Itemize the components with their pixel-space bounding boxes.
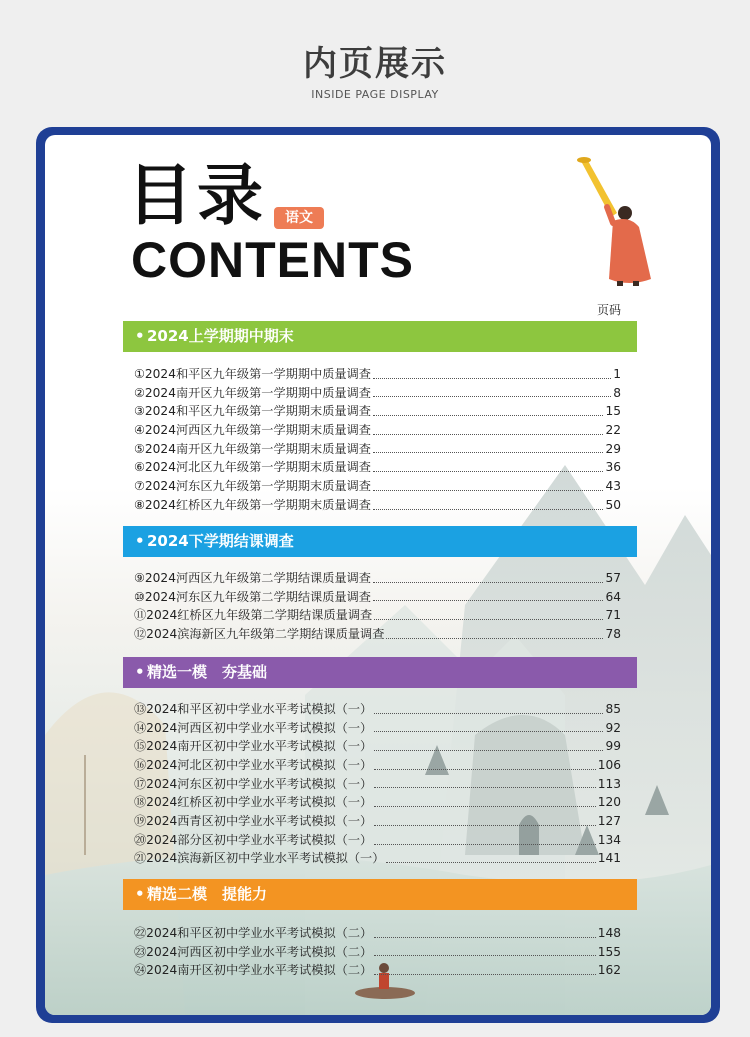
page-subtitle: INSIDE PAGE DISPLAY: [311, 88, 439, 101]
section-bar-1: • 2024上学期期中期末: [123, 321, 637, 352]
toc-entry[interactable]: ⑨2024河西区九年级第二学期结课质量调查 57: [134, 570, 621, 585]
horn-player-illustration: [573, 157, 663, 287]
page-title: 内页展示: [303, 44, 447, 84]
section-entries-3: [134, 700, 621, 868]
toc-entry[interactable]: ④2024河西区九年级第一学期期末质量调查 22: [134, 423, 621, 438]
section-bar-2: • 2024下学期结课调查: [123, 526, 637, 557]
section-entries-2: [134, 569, 621, 644]
toc-entry[interactable]: ⑦2024河东区九年级第一学期期末质量调查 43: [134, 479, 621, 494]
toc-entry[interactable]: ⑯2024河北区初中学业水平考试模拟（一） 106: [134, 758, 621, 773]
subject-badge: 语文: [274, 207, 324, 229]
section-title: 精选一模 夯基础: [147, 663, 268, 681]
contents-heading: CONTENTS: [131, 232, 414, 288]
toc-entry[interactable]: ⑥2024河北区九年级第一学期期末质量调查 36: [134, 460, 621, 475]
toc-entry[interactable]: ⑳2024部分区初中学业水平考试模拟（一） 134: [134, 832, 621, 847]
toc-entry[interactable]: ㉒2024和平区初中学业水平考试模拟（二） 148: [134, 925, 621, 940]
toc-entry[interactable]: ⑱2024红桥区初中学业水平考试模拟（一） 120: [134, 795, 621, 810]
toc-entry[interactable]: ⑧2024红桥区九年级第一学期期末质量调查 50: [134, 497, 621, 512]
toc-entry[interactable]: ⑮2024南开区初中学业水平考试模拟（一） 99: [134, 739, 621, 754]
toc-entry[interactable]: ⑫2024滨海新区九年级第二学期结课质量调查 78: [134, 627, 621, 642]
toc-entry[interactable]: ⑲2024西青区初中学业水平考试模拟（一） 127: [134, 814, 621, 829]
section-bar-4: • 精选二模 提能力: [123, 879, 637, 910]
book-page: [45, 135, 711, 1015]
section-title: 2024下学期结课调查: [147, 532, 294, 550]
toc-entry[interactable]: ㉔2024南开区初中学业水平考试模拟（二） 162: [134, 963, 621, 978]
toc-entry[interactable]: ⑪2024红桥区九年级第二学期结课质量调查 71: [134, 608, 621, 623]
section-entries-1: [134, 365, 621, 515]
toc-entry[interactable]: ⑭2024河西区初中学业水平考试模拟（一） 92: [134, 720, 621, 735]
section-title: 2024上学期期中期末: [147, 327, 294, 345]
toc-title: 目录: [127, 157, 267, 234]
toc-entry[interactable]: ②2024南开区九年级第一学期期中质量调查 8: [134, 385, 621, 400]
toc-entry[interactable]: ⑩2024河东区九年级第二学期结课质量调查 64: [134, 589, 621, 604]
toc-entry[interactable]: ③2024和平区九年级第一学期期末质量调查 15: [134, 404, 621, 419]
toc-entry[interactable]: ⑤2024南开区九年级第一学期期末质量调查 29: [134, 441, 621, 456]
toc-entry[interactable]: ⑰2024河东区初中学业水平考试模拟（一） 113: [134, 776, 621, 791]
section-title: 精选二模 提能力: [147, 885, 268, 903]
section-bar-3: • 精选一模 夯基础: [123, 657, 637, 688]
section-entries-4: [134, 924, 621, 980]
toc-entry[interactable]: ⑬2024和平区初中学业水平考试模拟（一） 85: [134, 701, 621, 716]
toc-entry[interactable]: ㉑2024滨海新区初中学业水平考试模拟（一） 141: [134, 851, 621, 866]
page-number-label: 页码: [597, 303, 622, 317]
toc-entry[interactable]: ㉓2024河西区初中学业水平考试模拟（二） 155: [134, 944, 621, 959]
toc-entry[interactable]: ①2024和平区九年级第一学期期中质量调查 1: [134, 366, 621, 381]
